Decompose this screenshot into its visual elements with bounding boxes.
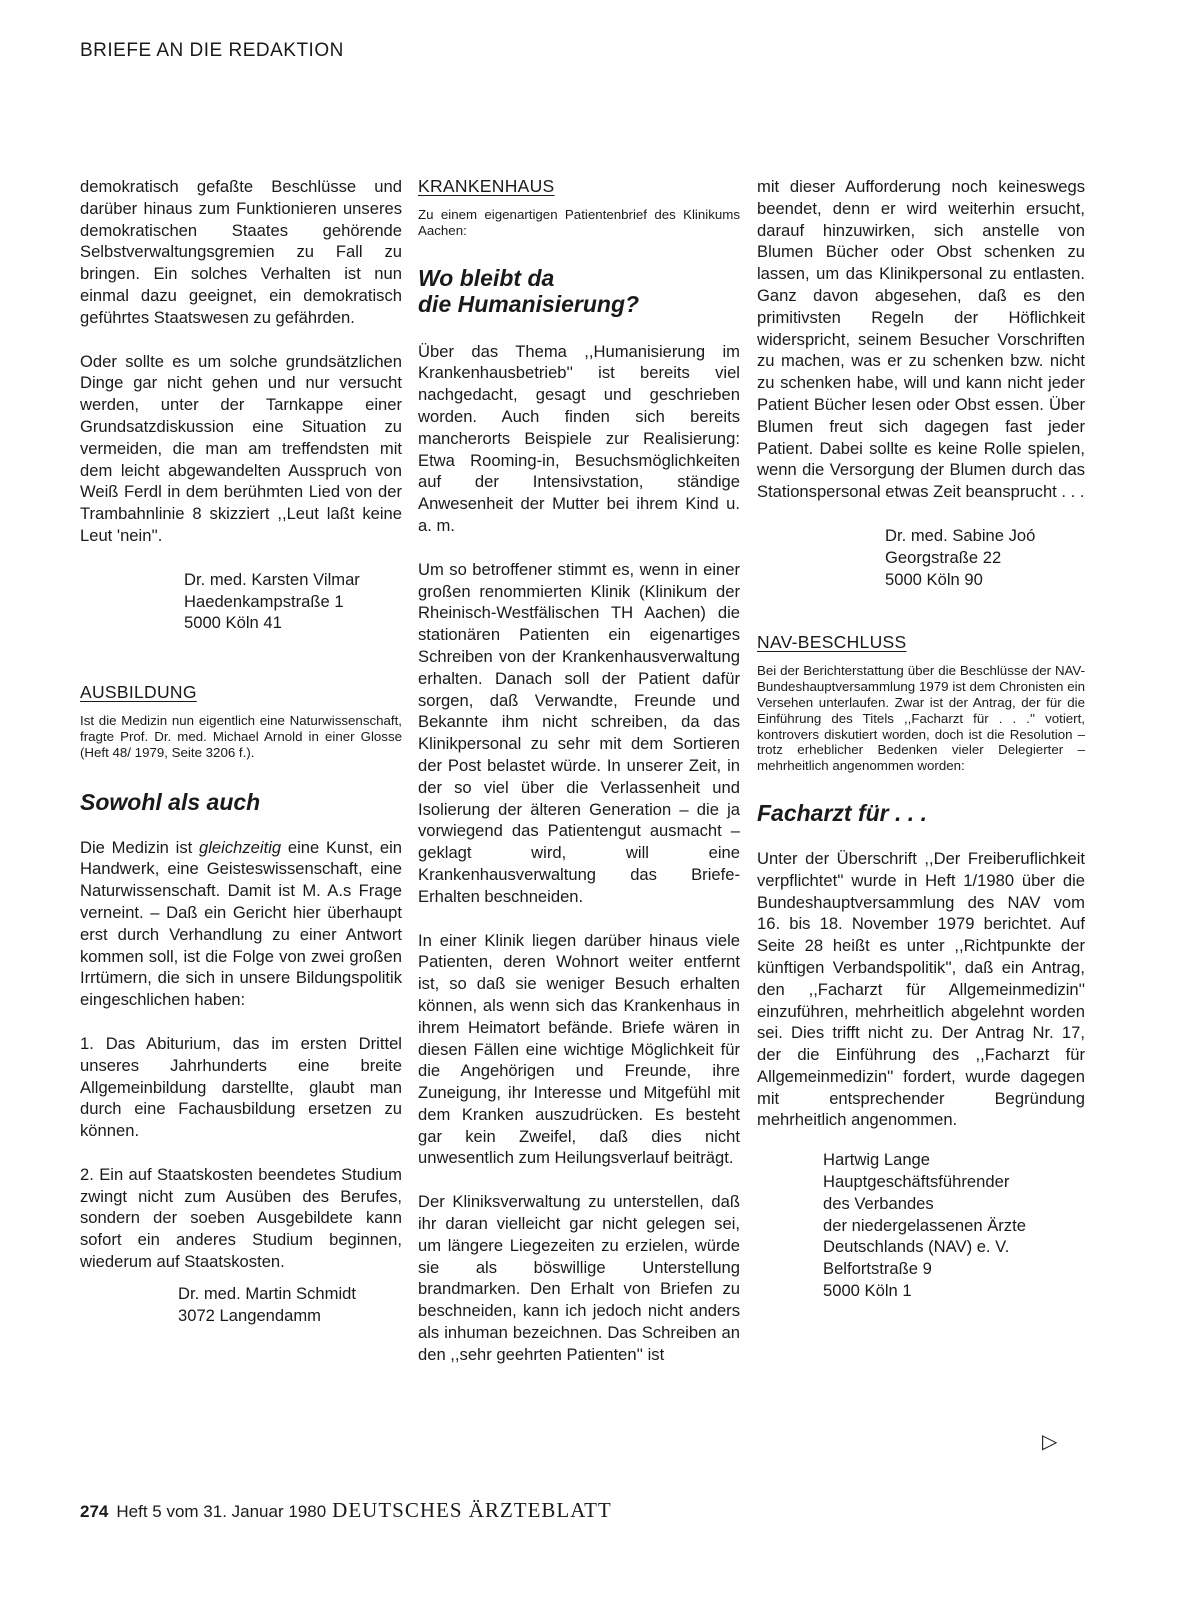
- section-heading-ausbildung: AUSBILDUNG: [80, 682, 197, 703]
- emphasis: gleichzeitig: [199, 837, 282, 857]
- signature-line: Haedenkampstraße 1: [184, 591, 344, 611]
- signature-line: 5000 Köln 41: [184, 613, 282, 633]
- signature-line: Georgstraße 22: [885, 547, 1002, 567]
- signature-line: des Verbandes: [823, 1193, 934, 1213]
- article-title: Wo bleibt da die Humanisierung?: [418, 264, 640, 317]
- signature-line: Deutschlands (NAV) e. V.: [823, 1237, 1010, 1257]
- paragraph: Der Kliniksverwaltung zu unterstellen, daß ihr daran vielleicht gar nicht gelegen sei, um längere Liegezeiten zu erzielen, würde sie als böswillige Unterstellung brandmarken. Den Erhalt von Briefen zu beschneiden, kann ich jedoch nicht anders als inhuman bezeichnen. Das Schreiben an den ,,sehr geehrten Patienten'' ist: [418, 1192, 740, 1364]
- paragraph: Über das Thema ,,Humanisierung im Krankenhausbetrieb'' ist bereits viel nachgedacht, gesagt und geschrieben worden. Auch finden sich bereits mancherorts Beispiele zur Realisierung: Etwa Rooming-in, Besuchsmöglichkeiten auf der Intensivstation, ständige Anwesenheit der Mutter bei ihrem Kind u. a. m.: [418, 341, 740, 535]
- paragraph: demokratisch gefaßte Beschlüsse und darüber hinaus zum Funktionieren unseres demokratischen Staates gehörende Selbstverwaltungsgremien zu Fall zu bringen. Ein solches Verhalten ist nun einmal dazu geeignet, ein demokratisch geführtes Staatswesen zu gefährden.: [80, 177, 402, 327]
- article-title: Sowohl als auch: [80, 788, 261, 815]
- signature-vilmar: [184, 569, 402, 634]
- signature-line: Hauptgeschäftsführender: [823, 1172, 1010, 1192]
- intro-text: Ist die Medizin nun eigentlich eine Naturwissenschaft, fragte Prof. Dr. med. Michael Arnold in einer Glosse (Heft 48/ 1979, Seite 3206 f.).: [80, 713, 402, 760]
- signature-line: Belfortstraße 9: [823, 1259, 932, 1279]
- signature-schmidt: [178, 1283, 402, 1327]
- magazine-name: DEUTSCHES ÄRZTEBLATT: [332, 1498, 612, 1522]
- signature-line: Hartwig Lange: [823, 1150, 931, 1170]
- paragraph: 2. Ein auf Staatskosten beendetes Studium zwingt nicht zum Ausüben des Berufes, sondern der soeben Ausgebildete kann sofort ein anderes Studium beginnen, wiederum auf Staatskosten.: [80, 1164, 402, 1272]
- paragraph: mit dieser Aufforderung noch keineswegs beendet, denn er wird weiterhin ersucht, darauf hinzuwirken, sich anstelle von Blumen Bücher oder Obst schenken zu lassen, um das Klinikpersonal zu entlasten. Ganz davon abgesehen, daß es den primitivsten Regeln der Höflichkeit widerspricht, seinem Besucher Vorschriften zu machen, was er zu schenken bzw. nicht zu schenken habe, will und kann nicht jeder Patient Bücher lesen oder Obst essen. Über Blumen freut sich dagegen fast jeder Patient. Dabei sollte es keine Rolle spielen, wenn die Versorgung der Blumen durch das Stationspersonal etwas Zeit beansprucht . . .: [757, 177, 1085, 502]
- signature-line: Dr. med. Martin Schmidt: [178, 1283, 356, 1303]
- signature-line: Dr. med. Sabine Joó: [885, 525, 1036, 545]
- page-footer: [80, 1498, 612, 1523]
- signature-line: der niedergelassenen Ärzte: [823, 1215, 1026, 1235]
- column-1: [80, 176, 402, 1326]
- column-2: [418, 176, 740, 1388]
- signature-lange: [823, 1149, 1085, 1302]
- signature-line: 3072 Langendamm: [178, 1305, 321, 1325]
- section-heading-nav-beschluss: NAV-BESCHLUSS: [757, 632, 907, 653]
- paragraph: Um so betroffener stimmt es, wenn in einer großen renommierten Klinik (Klinikum der Rheinisch-Westfälischen TH Aachen) die stationären Patienten ein eigenartiges Schreiben von der Krankenhausverwaltung erhalten. Danach soll der Patient dafür sorgen, daß Verwandte, Freunde und Bekannte ihm nicht schreiben, da das Klinikpersonal zu sehr mit dem Sortieren der Post belastet würde. In unserer Zeit, in der so viel über die Verlassenheit und Isolierung der älteren Generation – die ja vorwiegend das Patientengut ausmacht – geklagt wird, will eine Krankenhausverwaltung das Briefe-Erhalten beschneiden.: [418, 559, 740, 906]
- signature-line: Dr. med. Karsten Vilmar: [184, 569, 360, 589]
- section-heading-krankenhaus: KRANKENHAUS: [418, 176, 555, 196]
- paragraph: Die Medizin ist gleichzeitig eine Kunst, ein Handwerk, eine Geisteswissenschaft, eine Naturwissenschaft. Damit ist M. A.s Frage verneint. – Daß ein Gericht hier überhaupt erst durch Verhandlung zu einer Antwort kommen soll, ist die Folge von zwei großen Irrtümern, die sich in unsere Bildungspolitik eingeschlichen haben:: [80, 837, 402, 1010]
- paragraph: In einer Klinik liegen darüber hinaus viele Patienten, deren Wohnort weiter entfernt ist, so daß sie weniger Besuch erhalten können, als wenn sich das Krankenhaus in ihrem Heimatort befände. Briefe wären in diesen Fällen eine wichtige Möglichkeit für die Angehörigen und Freunde, ihre Zuneigung, ihr Interesse und Mitgefühl mit dem Kranken auszudrücken. Es besteht gar kein Zweifel, daß dies nicht unwesentlich zum Heilungsverlauf beiträgt.: [418, 930, 740, 1168]
- signature-line: 5000 Köln 1: [823, 1281, 912, 1301]
- column-3: [757, 176, 1085, 1302]
- paragraph: Oder sollte es um solche grundsätzlichen Dinge gar nicht gehen und nur versucht werden, unter der Tarnkappe einer Grundsatzdiskussion eine Situation zu vermeiden, die man am treffendsten mit dem leicht abgewandelten Ausspruch von Weiß Ferdl in dem berühmten Lied von der Trambahnlinie 8 skizziert ,,Leut laßt keine Leut 'nein''.: [80, 351, 402, 545]
- signature-joo: [885, 525, 1085, 590]
- intro-text: Bei der Berichterstattung über die Beschlüsse der NAV-Bundeshauptversammlung 1979 ist dem Chronisten ein Versehen unterlaufen. Zwar ist der Antrag, der für die Einführung des Titels ,,Facharzt für . . .'' votiert, kontrovers diskutiert worden, doch ist die Resolution – trotz erheblicher Bedenken vieler Delegierter – mehrheitlich angenommen worden:: [757, 663, 1085, 774]
- issue-info: Heft 5 vom 31. Januar 1980: [116, 1502, 327, 1521]
- signature-line: 5000 Köln 90: [885, 569, 983, 589]
- article-title: Facharzt für . . .: [757, 799, 927, 826]
- page-number: 274: [80, 1502, 109, 1521]
- section-header: BRIEFE AN DIE REDAKTION: [80, 40, 344, 61]
- intro-text: Zu einem eigenartigen Patientenbrief des Klinikums Aachen:: [418, 207, 740, 238]
- paragraph: Unter der Überschrift ,,Der Freiberuflichkeit verpflichtet'' wurde in Heft 1/1980 über die Bundeshauptversammlung des NAV vom 16. bis 18. November 1979 berichtet. Auf Seite 28 heißt es unter ,,Richtpunkte der künftigen Verbandspolitik'', daß ein Antrag, den ,,Facharzt für Allgemeinmedizin'' einzuführen, mehrheitlich abgelehnt worden sei. Dies trifft nicht zu. Der Antrag Nr. 17, der die Einführung des ,,Facharzt für Allgemeinmedizin'' fordert, wurde dagegen mit entsprechender Begründung mehrheitlich angenommen.: [757, 848, 1085, 1130]
- paragraph: 1. Das Abiturium, das im ersten Drittel unseres Jahrhunderts eine breite Allgemeinbildung darstellte, glaubt man durch eine Fachausbildung ersetzen zu können.: [80, 1033, 402, 1141]
- continue-arrow-icon: ▷: [1042, 1431, 1058, 1453]
